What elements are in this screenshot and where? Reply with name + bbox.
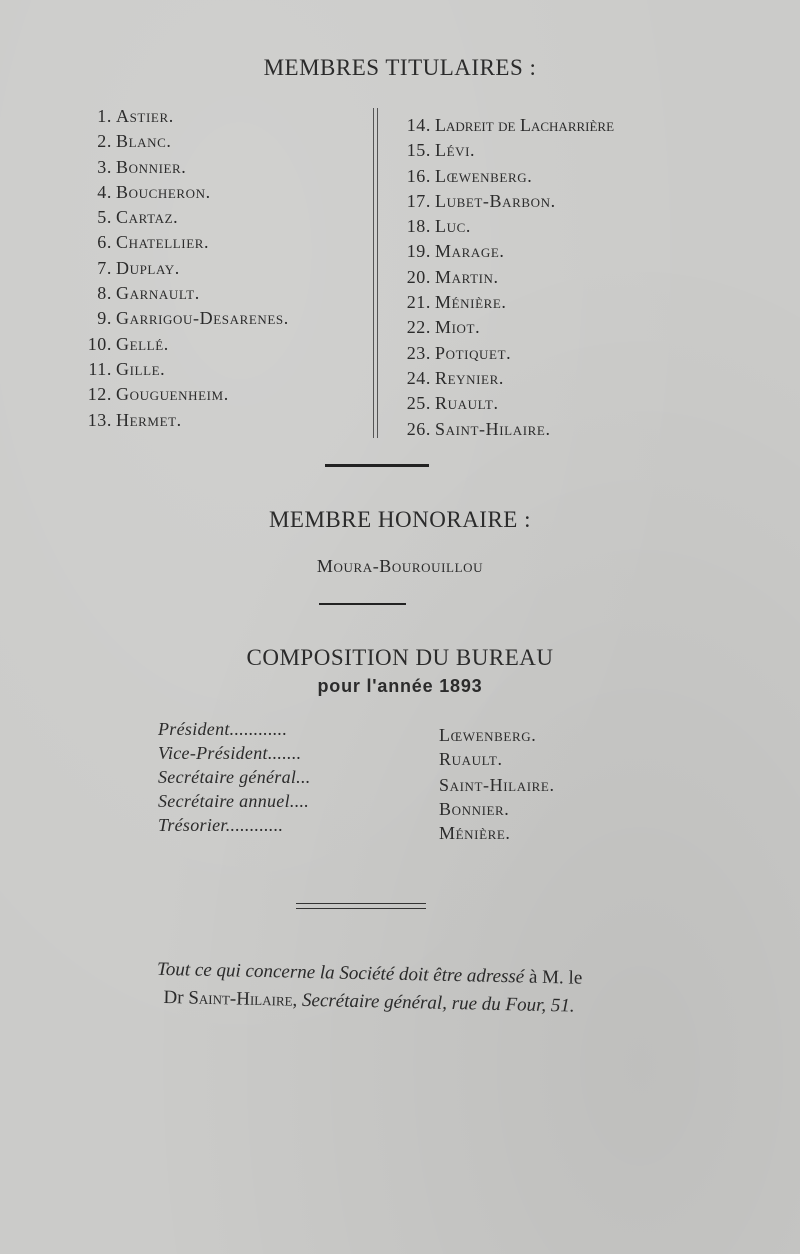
titulaires-left-column [84, 104, 289, 433]
note-text: Tout ce qui concerne la Société doit être adressé [156, 958, 525, 988]
address-note [69, 954, 670, 1023]
item-number: 5. [97, 207, 112, 228]
item-number: 25. [406, 393, 431, 414]
list-item [84, 408, 289, 433]
item-number: 23. [406, 342, 431, 363]
titulaires-right-column [403, 113, 614, 442]
item-number: 20. [406, 266, 431, 287]
titulaires-heading: MEMBRES TITULAIRES : [263, 55, 537, 80]
member-name: Chatellier. [116, 232, 210, 253]
list-item [84, 205, 289, 230]
item-number: 18. [406, 216, 431, 237]
list-item [84, 155, 289, 180]
item-number: 22. [406, 317, 431, 338]
member-name: Astier. [116, 106, 174, 126]
list-item [403, 417, 614, 442]
member-name: Marage. [435, 241, 505, 262]
honoraire-heading: MEMBRE HONORAIRE : [268, 507, 531, 532]
item-number: 26. [406, 418, 431, 439]
item-number: 7. [97, 257, 112, 278]
note-text: à M. le [528, 966, 583, 989]
member-name: Gellé. [116, 333, 169, 354]
list-item [403, 239, 614, 264]
member-name: Miot. [435, 317, 481, 338]
item-number: 17. [406, 190, 431, 211]
bureau-role: Secrétaire annuel.... [158, 791, 310, 811]
list-item [403, 391, 614, 416]
list-item [84, 306, 289, 331]
member-name: Bonnier. [116, 156, 187, 177]
member-name: Luc. [435, 216, 471, 237]
list-item [84, 332, 289, 357]
member-name: Hermet. [116, 409, 182, 430]
member-name: Boucheron. [116, 181, 211, 202]
item-number: 1. [97, 106, 112, 126]
item-number: 14. [406, 115, 431, 135]
member-name: Lévi. [435, 140, 476, 161]
item-number: 19. [406, 241, 431, 262]
item-number: 9. [97, 308, 112, 329]
list-item [403, 366, 614, 391]
section-divider-double [296, 903, 426, 909]
item-number: 11. [88, 358, 112, 379]
list-item [403, 113, 614, 138]
item-number: 24. [406, 367, 431, 388]
member-name: Ladreit de Lacharrière [435, 115, 615, 135]
bureau-holder: Ménière. [439, 823, 511, 843]
list-item [84, 382, 289, 407]
list-item [403, 290, 614, 315]
note-text: Secrétaire général, rue du Four, 51. [301, 989, 575, 1017]
bureau-heading: COMPOSITION DU BUREAU [246, 645, 554, 670]
section-divider [319, 603, 406, 605]
item-number: 16. [406, 165, 431, 186]
item-number: 8. [97, 283, 112, 304]
item-number: 15. [406, 140, 431, 161]
note-name: Saint-Hilaire, [188, 987, 298, 1011]
bureau-role: Vice-Président....... [158, 743, 302, 763]
item-number: 12. [87, 384, 112, 405]
item-number: 4. [97, 181, 112, 202]
section-divider [325, 464, 429, 467]
bureau-holder: Bonnier. [439, 799, 510, 819]
note-title: Dr [163, 986, 184, 1009]
list-item [84, 180, 289, 205]
item-number: 21. [406, 292, 431, 313]
bureau-holder: Lœwenberg. [439, 725, 537, 745]
member-name: Gille. [116, 358, 166, 379]
member-name: Gouguenheim. [116, 384, 229, 405]
item-number: 2. [97, 131, 112, 152]
item-number: 6. [97, 232, 112, 253]
member-name: Ruault. [435, 393, 499, 414]
bureau-role: Secrétaire général... [158, 767, 311, 787]
list-item [84, 256, 289, 281]
list-item [84, 357, 289, 382]
list-item [84, 129, 289, 154]
bureau-role: Président............ [158, 719, 288, 739]
item-number: 3. [97, 156, 112, 177]
member-name: Reynier. [435, 367, 504, 388]
honoraire-name: Moura-Bourouillou [316, 556, 484, 576]
list-item [403, 138, 614, 163]
member-name: Lubet-Barbon. [435, 190, 556, 211]
member-name: Potiquet. [435, 342, 512, 363]
bureau-holder: Ruault. [439, 749, 503, 769]
member-name: Garnault. [116, 283, 200, 304]
list-item [403, 315, 614, 340]
list-item [84, 230, 289, 255]
member-name: Ménière. [435, 292, 507, 313]
member-name: Blanc. [116, 131, 172, 152]
list-item [403, 164, 614, 189]
bureau-holder: Saint-Hilaire. [439, 775, 555, 795]
member-name: Lœwenberg. [435, 165, 533, 186]
bureau-subheading: pour l'année 1893 [317, 676, 483, 696]
list-item [84, 104, 289, 129]
column-divider [373, 108, 378, 438]
member-name: Garrigou-Desarenes. [116, 308, 289, 329]
bureau-role: Trésorier............ [158, 815, 284, 835]
list-item [403, 189, 614, 214]
list-item [403, 214, 614, 239]
member-name: Martin. [435, 266, 499, 287]
item-number: 13. [87, 409, 112, 430]
item-number: 10. [87, 333, 112, 354]
list-item [403, 341, 614, 366]
member-name: Cartaz. [116, 207, 179, 228]
member-name: Saint-Hilaire. [435, 418, 551, 439]
list-item [403, 265, 614, 290]
list-item [84, 281, 289, 306]
member-name: Duplay. [116, 257, 180, 278]
